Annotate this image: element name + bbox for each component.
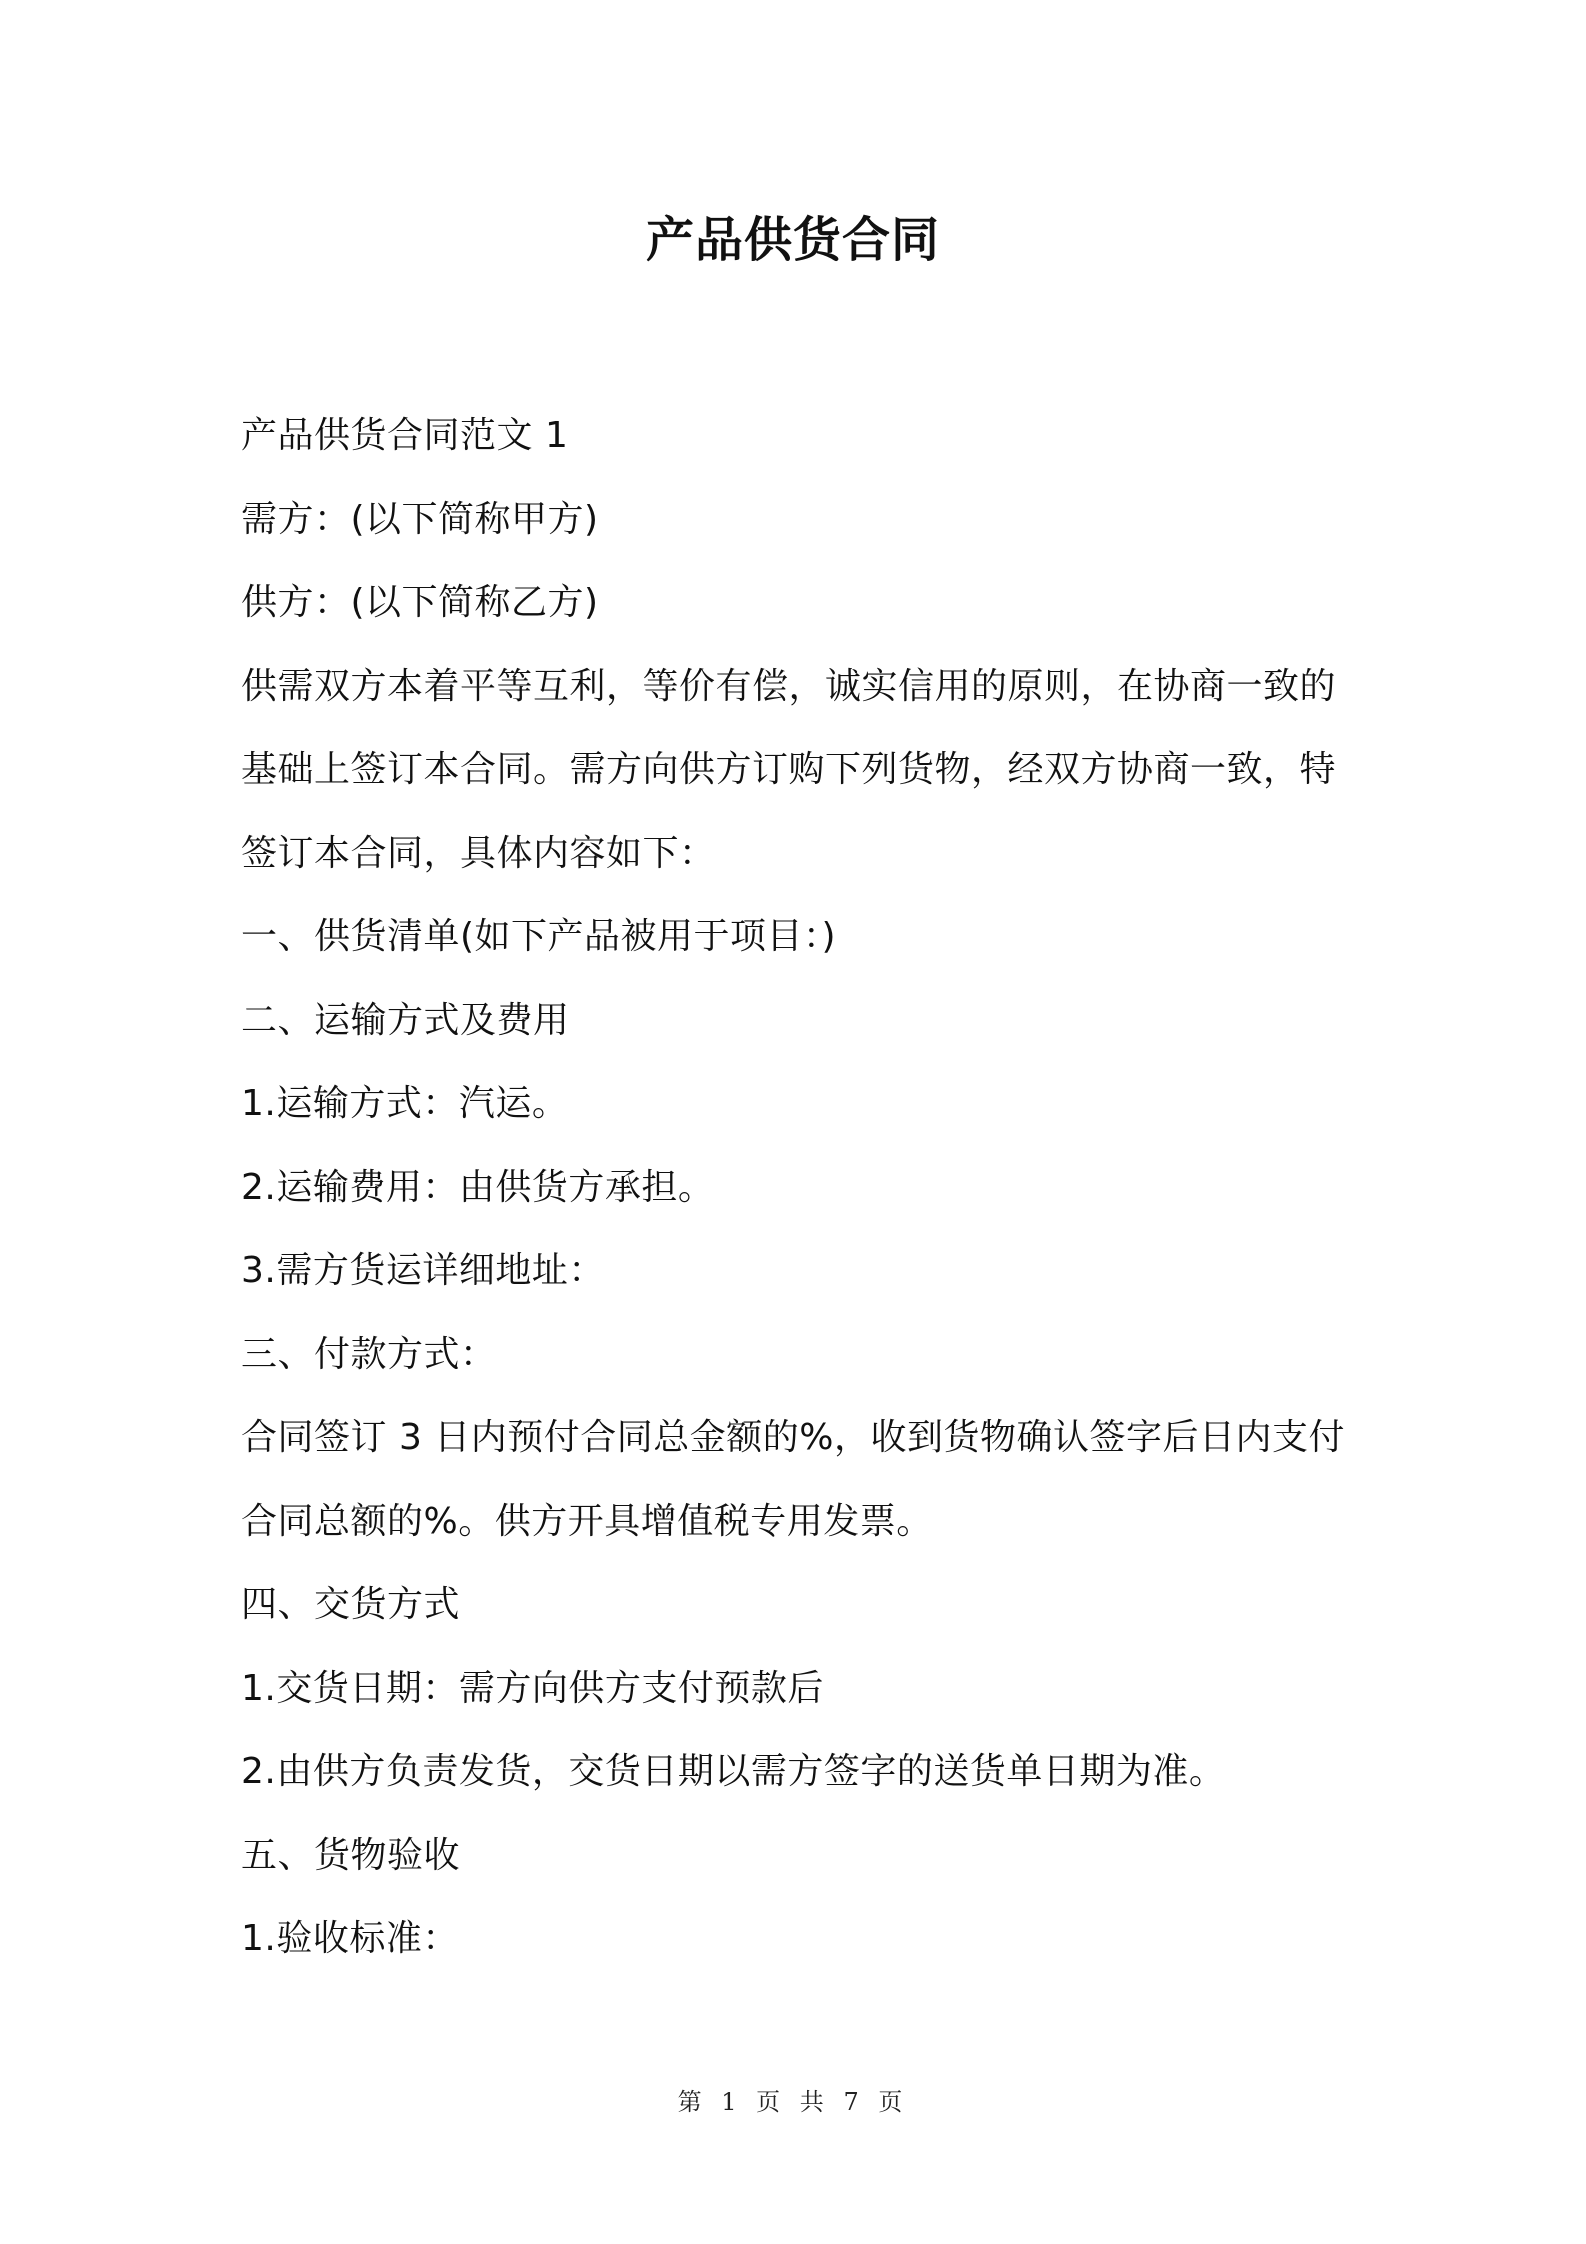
body-line: 产品供货合同范文 1 [241, 415, 569, 456]
section-heading: 三、付款方式： [241, 1333, 497, 1375]
page-number-footer: 第 1 页 共 7 页 [677, 2088, 909, 2116]
body-line: 需方：(以下简称甲方) [241, 498, 599, 540]
body-line: 合同总额的%。供方开具增值税专用发票。 [241, 1500, 933, 1542]
body-line: 1.运输方式：汽运。 [241, 1083, 569, 1124]
body-line: 供需双方本着平等互利，等价有偿，诚实信用的原则，在协商一致的 [241, 665, 1337, 707]
body-line: 2.运输费用：由供货方承担。 [241, 1166, 715, 1208]
section-heading: 四、交货方式 [241, 1584, 461, 1625]
body-line: 3.需方货运详细地址： [241, 1250, 605, 1291]
body-line: 2.由供方负责发货，交货日期以需方签字的送货单日期为准。 [241, 1751, 1226, 1792]
section-heading: 一、供货清单(如下产品被用于项目：) [241, 916, 837, 957]
section-heading: 五、货物验收 [241, 1834, 461, 1876]
section-heading: 二、运输方式及费用 [241, 999, 570, 1041]
document-body [241, 408, 1371, 1995]
body-line: 签订本合同，具体内容如下： [241, 832, 716, 874]
body-line: 1.验收标准： [241, 1918, 459, 1959]
body-line: 1.交货日期：需方向供方支付预款后 [241, 1667, 824, 1709]
document-title: 产品供货合同 [645, 212, 940, 268]
body-line: 合同签订 3 日内预付合同总金额的%，收到货物确认签字后日内支付 [241, 1417, 1345, 1458]
body-line: 供方：(以下简称乙方) [241, 582, 599, 623]
body-line: 基础上签订本合同。需方向供方订购下列货物，经双方协商一致，特 [241, 749, 1337, 790]
